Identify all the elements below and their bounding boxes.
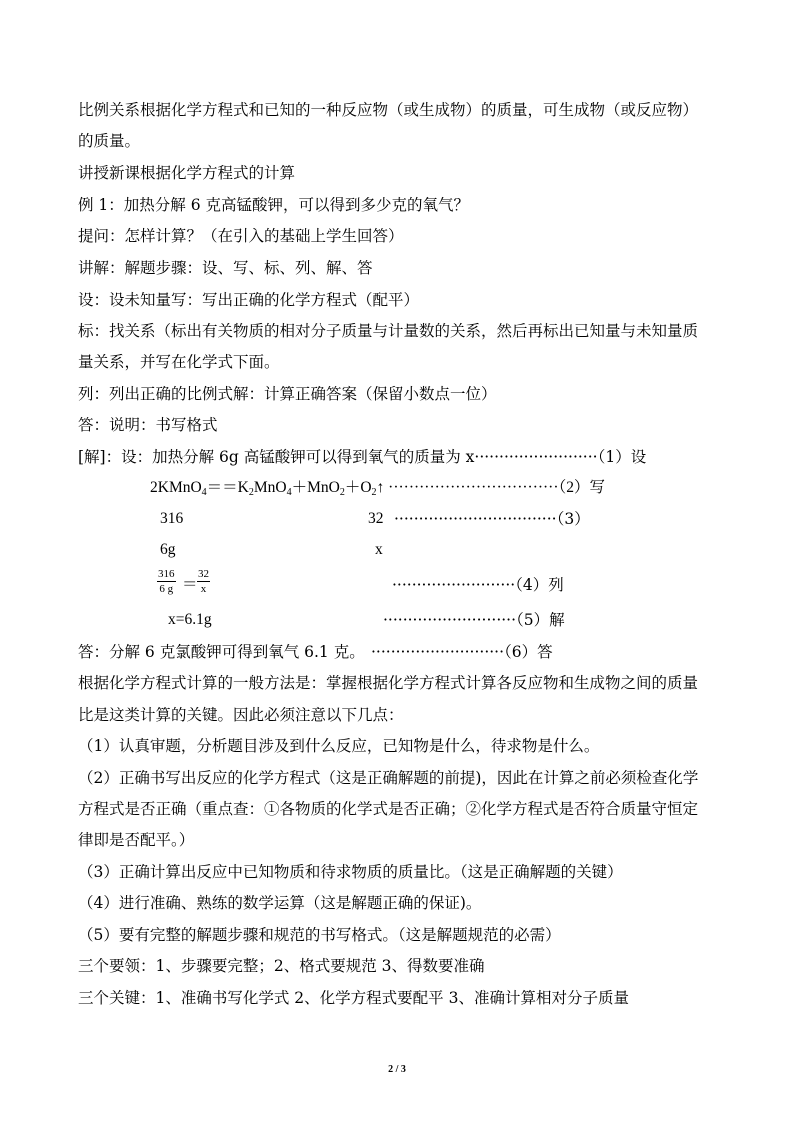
text-line: 标：找关系（标出有关物质的相对分子质量与计量数的关系，然后再标出已知量与未知量质 [78, 322, 699, 340]
summary-line: 三个要领：1、步骤要完整；2、格式要规范 3、得数要准确 [78, 957, 485, 975]
fraction-left: 316 6 g [158, 568, 175, 595]
section-heading: 讲授新课根据化学方程式的计算 [78, 164, 296, 182]
step-4-marker: ·························（4）列 [392, 576, 564, 594]
fraction-equals: ＝ [182, 576, 198, 593]
page-number: 2 / 3 [388, 1064, 406, 1075]
answer: 答：分解 6 克氯酸钾可得到氧气 6.1 克。 [78, 643, 365, 661]
molar-mass-o2: 32 [368, 510, 384, 527]
example-question: 例 1：加热分解 6 克高锰酸钾，可以得到多少克的氧气？ [78, 196, 470, 214]
text-line: 设：设未知量写：写出正确的化学方程式（配平） [78, 291, 420, 309]
list-item: （5）要有完整的解题步骤和规范的书写格式。（这是解题规范的必需） [78, 926, 561, 944]
text-line: 根据化学方程式计算的一般方法是：掌握根据化学方程式计算各反应物和生成物之间的质量 [78, 674, 699, 692]
given-mass: 6g [160, 541, 176, 558]
list-item: （2）正确书写出反应的化学方程式（这是正确解题的前提)，因此在计算之前必须检查化学 [78, 769, 699, 787]
text-line: 讲解：解题步骤：设、写、标、列、解、答 [78, 259, 373, 277]
unknown-mass: x [375, 541, 383, 558]
step-3-marker: ·································（3） [394, 510, 590, 528]
step-6-marker: ···························（6）答 [371, 643, 553, 661]
text-line: 提问：怎样计算？（在引入的基础上学生回答） [78, 227, 404, 245]
text-line: 比例关系根据化学方程式和已知的一种反应物（或生成物）的质量，可生成物（或反应物） [78, 101, 699, 119]
chemical-equation: $2KMnO_4==K_2MnO_4+MnO_2+O_2↑ \cdot\cdot\cdot\cdot\cdot\cdot\cdot\cdot\cdot\cdot\cdot\cdot\cdot\cdot\cdot\cdot\cdot\cdot\cdot\cdot\cdot\cdot\cdot\cdot\cdot\cdot\cdot\cdot\cdot\cdot\cdot\cdot\cdot(2)$写 [150, 479, 606, 498]
list-item: （3）正确计算出反应中已知物质和待求物质的质量比。（这是正确解题的关键） [78, 863, 623, 881]
list-item: （4）进行准确、熟练的数学运算（这是解题正确的保证)。 [78, 894, 482, 912]
text-line: 律即是否配平。） [78, 831, 195, 849]
solution-setup: [解]：设：加热分解 6g 高锰酸钾可以得到氧气的质量为 x·························（1）设 [78, 448, 647, 466]
result: x=6.1g [168, 611, 212, 628]
text-line: 方程式是否正确（重点查：①各物质的化学式是否正确；②化学方程式是否符合质量守恒定 [78, 800, 699, 818]
step-5-marker: ···························（5）解 [383, 611, 565, 629]
text-line: 量关系，并写在化学式下面。 [78, 353, 280, 371]
text-line: 比是这类计算的关键。因此必须注意以下几点： [78, 706, 404, 724]
list-item: （1）认真审题，分析题目涉及到什么反应，已知物是什么，待求物是什么。 [78, 737, 600, 755]
molar-mass-kmno4: 316 [160, 510, 184, 527]
fraction-right: 32 x [198, 568, 209, 595]
text-line: 的质量。 [78, 132, 141, 150]
text-line: 答：说明：书写格式 [78, 416, 218, 434]
text-line: 列：列出正确的比例式解：计算正确答案（保留小数点一位） [78, 385, 497, 403]
summary-line: 三个关键：1、准确书写化学式 2、化学方程式要配平 3、准确计算相对分子质量 [78, 989, 629, 1007]
